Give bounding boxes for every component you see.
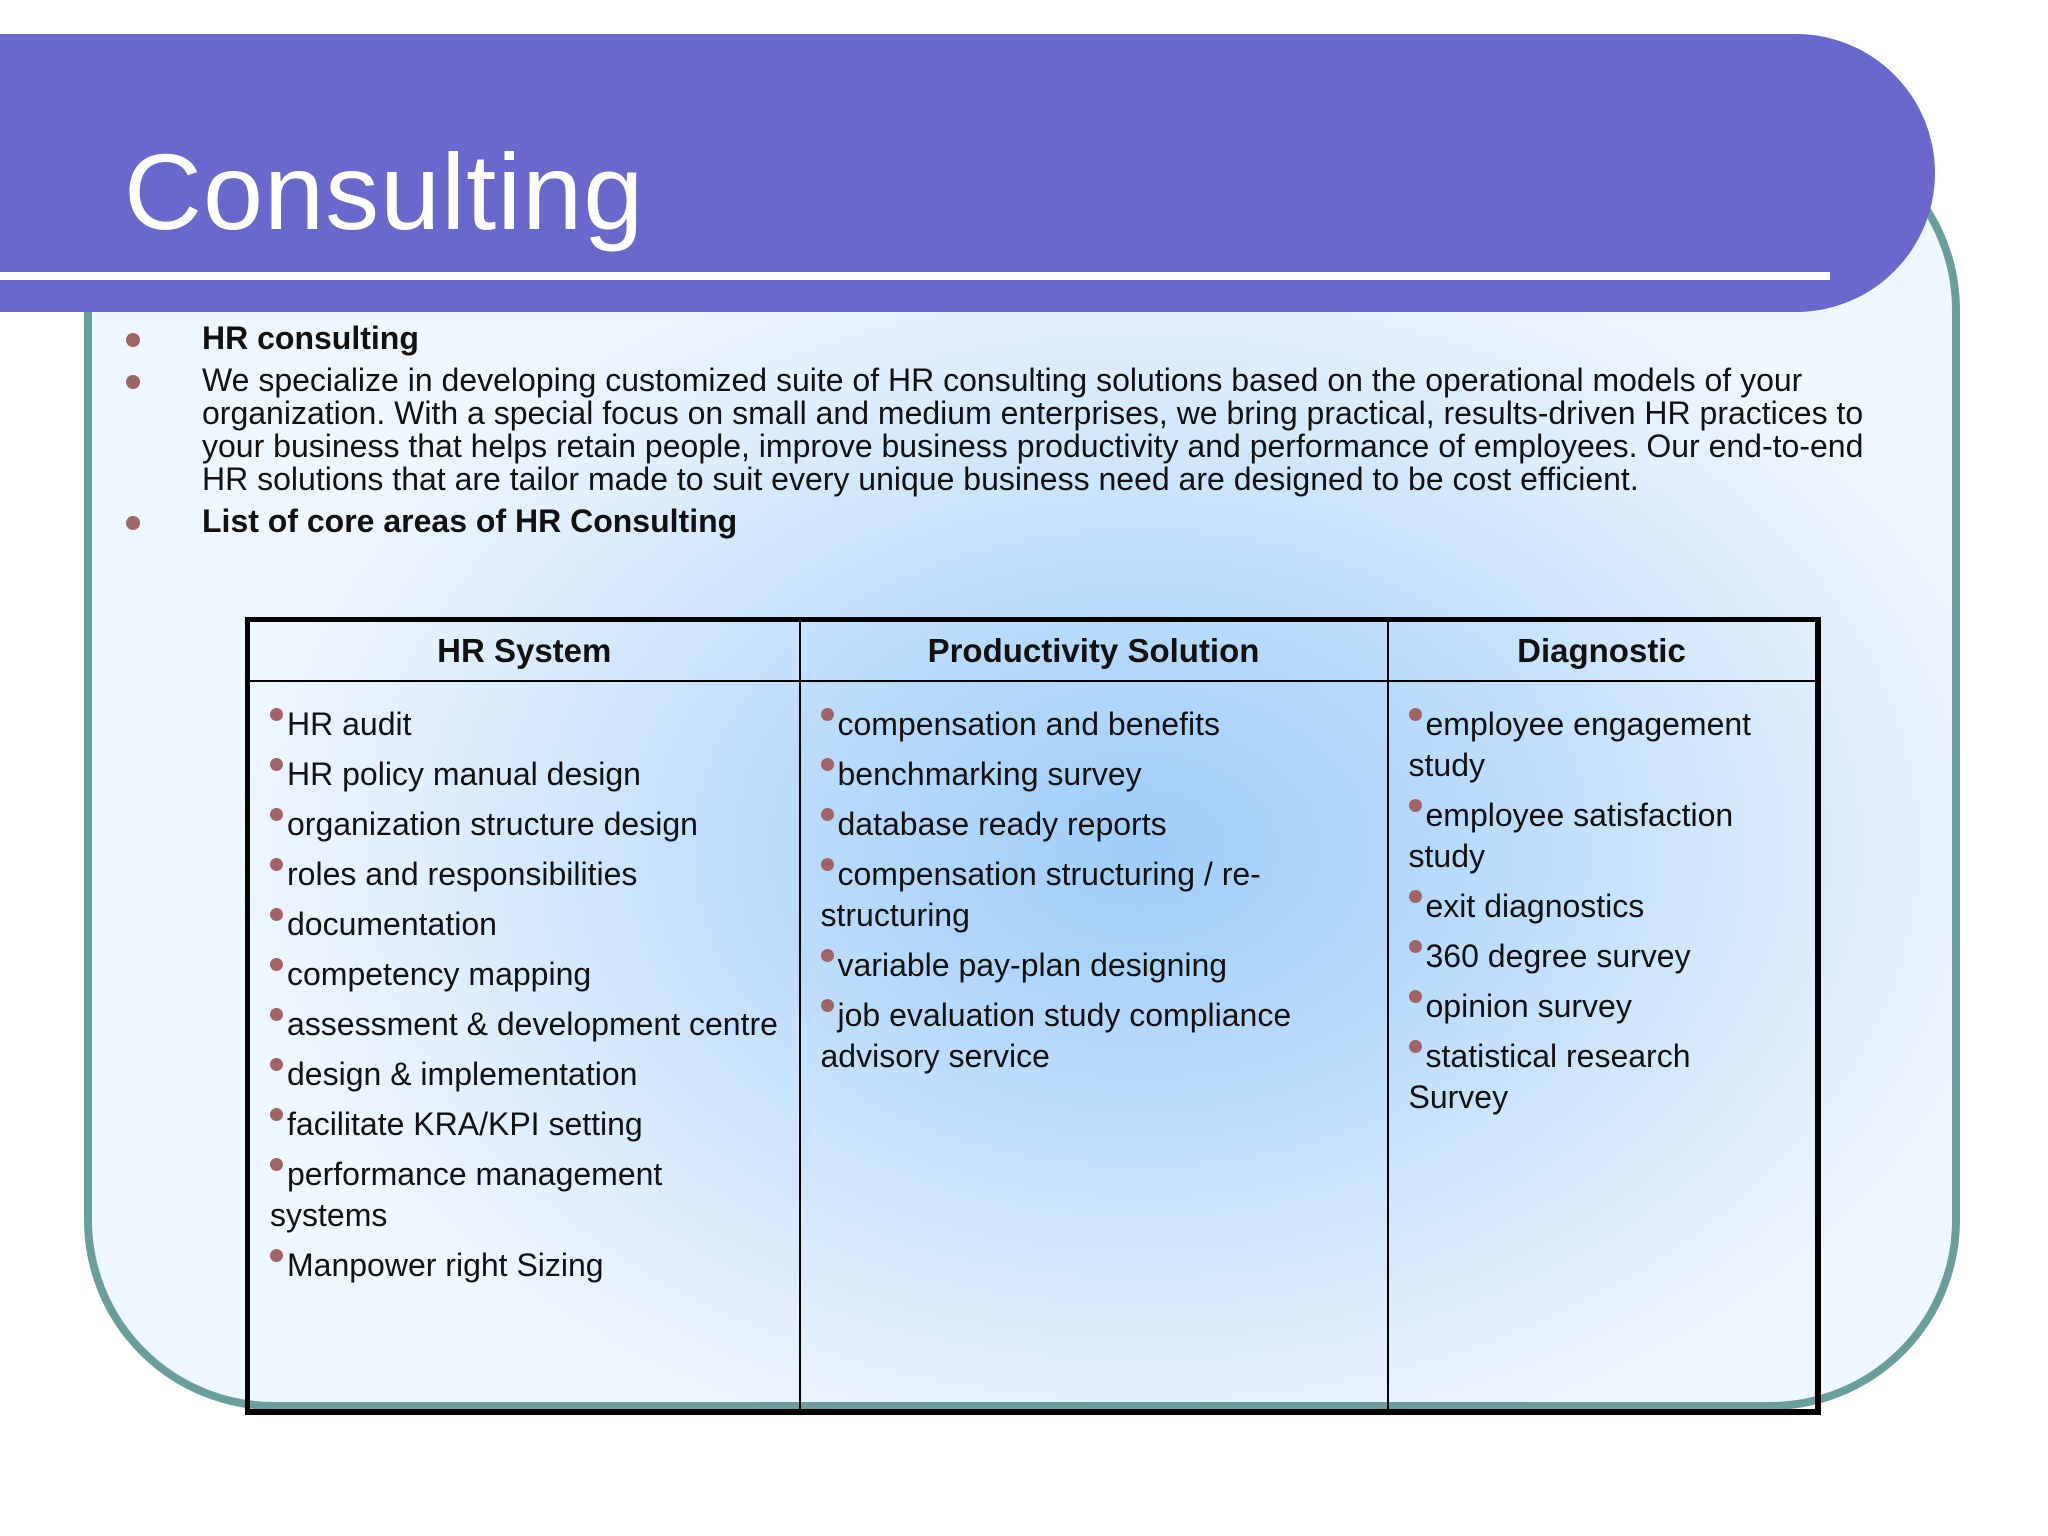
bullet-icon: [270, 1249, 283, 1262]
list-item: [270, 1004, 779, 1045]
bullet-icon: [270, 708, 283, 721]
bullet-icon: [1409, 1040, 1422, 1053]
column-header-diagnostic: Diagnostic: [1388, 620, 1818, 682]
bullet-icon: [1409, 940, 1422, 953]
bullet-icon: [821, 949, 834, 962]
list-item-text: employee satisfaction study: [1408, 797, 1734, 874]
list-item-text: competency mapping: [287, 956, 592, 992]
list-item-text: Manpower right Sizing: [287, 1247, 604, 1283]
list-item: [270, 904, 779, 945]
list-item: [270, 1245, 779, 1286]
list-item: [1409, 1036, 1795, 1118]
list-item-text: design & implementation: [287, 1056, 638, 1092]
diagnostic-cell: [1388, 681, 1818, 1412]
bullet-icon: [270, 858, 283, 871]
list-item: [821, 995, 1367, 1077]
intro-item: [124, 505, 1904, 538]
intro-item: [124, 364, 1904, 496]
list-item-text: statistical research Survey: [1408, 1038, 1691, 1115]
bullet-icon: [270, 1058, 283, 1071]
list-item-text: variable pay-plan designing: [837, 947, 1228, 983]
bullet-icon: [270, 808, 283, 821]
bullet-icon: [126, 375, 140, 389]
bullet-icon: [821, 858, 834, 871]
list-item-text: performance management systems: [270, 1156, 663, 1233]
list-item-text: HR policy manual design: [287, 756, 641, 792]
list-item: [821, 804, 1367, 845]
intro-item: [124, 322, 1904, 355]
diagnostic-list: [1409, 704, 1795, 1118]
intro-text: We specialize in developing customized suite of HR consulting solutions based on the operational models of your organization. With a special focus on small and medium enterprises, we bring practical, results-driven HR practices to your business that helps retain people, improve business productivity and performance of employees. Our end-to-end HR solutions that are tailor made to suit every unique business need are designed to be cost efficient.: [202, 362, 1864, 497]
list-item: [1409, 795, 1795, 877]
list-item-text: opinion survey: [1425, 988, 1632, 1024]
list-item: [821, 854, 1367, 936]
bullet-icon: [270, 908, 283, 921]
intro-text: HR consulting: [202, 320, 419, 356]
list-item: [821, 945, 1367, 986]
list-item: [1409, 936, 1795, 977]
list-item-text: 360 degree survey: [1425, 938, 1691, 974]
list-item-text: facilitate KRA/KPI setting: [287, 1106, 643, 1142]
list-item-text: benchmarking survey: [837, 756, 1142, 792]
table-row: [248, 681, 1818, 1412]
column-header-productivity-solution: Productivity Solution: [800, 620, 1388, 682]
bullet-icon: [1409, 708, 1422, 721]
bullet-icon: [821, 758, 834, 771]
list-item-text: assessment & development centre: [287, 1006, 778, 1042]
bullet-icon: [270, 1008, 283, 1021]
list-item: [270, 854, 779, 895]
intro-text: List of core areas of HR Consulting: [202, 503, 738, 539]
slide-title: Consulting: [124, 131, 645, 252]
bullet-icon: [270, 1108, 283, 1121]
bullet-icon: [126, 333, 140, 347]
column-header-hr-system: HR System: [248, 620, 800, 682]
core-areas-table: [245, 617, 1821, 1415]
productivity-solution-cell: [800, 681, 1388, 1412]
bullet-icon: [126, 516, 140, 530]
bullet-icon: [270, 1158, 283, 1171]
intro-bullets: [124, 322, 1904, 547]
list-item: [270, 754, 779, 795]
list-item-text: job evaluation study compliance advisory service: [820, 997, 1292, 1074]
bullet-icon: [1409, 890, 1422, 903]
hr-system-list: [270, 704, 779, 1286]
list-item-text: documentation: [287, 906, 497, 942]
table-header-row: [248, 620, 1818, 682]
list-item-text: roles and responsibilities: [287, 856, 638, 892]
list-item: [821, 754, 1367, 795]
bullet-icon: [270, 958, 283, 971]
list-item-text: database ready reports: [837, 806, 1167, 842]
list-item-text: compensation structuring / re-structuring: [820, 856, 1261, 933]
bullet-icon: [1409, 799, 1422, 812]
list-item: [1409, 704, 1795, 786]
list-item-text: HR audit: [287, 706, 412, 742]
list-item: [1409, 886, 1795, 927]
hr-system-cell: [248, 681, 800, 1412]
list-item: [270, 1054, 779, 1095]
list-item: [270, 704, 779, 745]
list-item: [1409, 986, 1795, 1027]
list-item: [270, 954, 779, 995]
bullet-icon: [1409, 990, 1422, 1003]
bullet-icon: [270, 758, 283, 771]
list-item-text: employee engagement study: [1408, 706, 1752, 783]
list-item-text: exit diagnostics: [1425, 888, 1645, 924]
list-item: [270, 1104, 779, 1145]
productivity-solution-list: [821, 704, 1367, 1077]
list-item: [270, 804, 779, 845]
list-item-text: compensation and benefits: [837, 706, 1220, 742]
bullet-icon: [821, 999, 834, 1012]
list-item: [270, 1154, 779, 1236]
bullet-icon: [821, 708, 834, 721]
title-underline: [0, 272, 1830, 280]
list-item: [821, 704, 1367, 745]
bullet-icon: [821, 808, 834, 821]
list-item-text: organization structure design: [287, 806, 698, 842]
